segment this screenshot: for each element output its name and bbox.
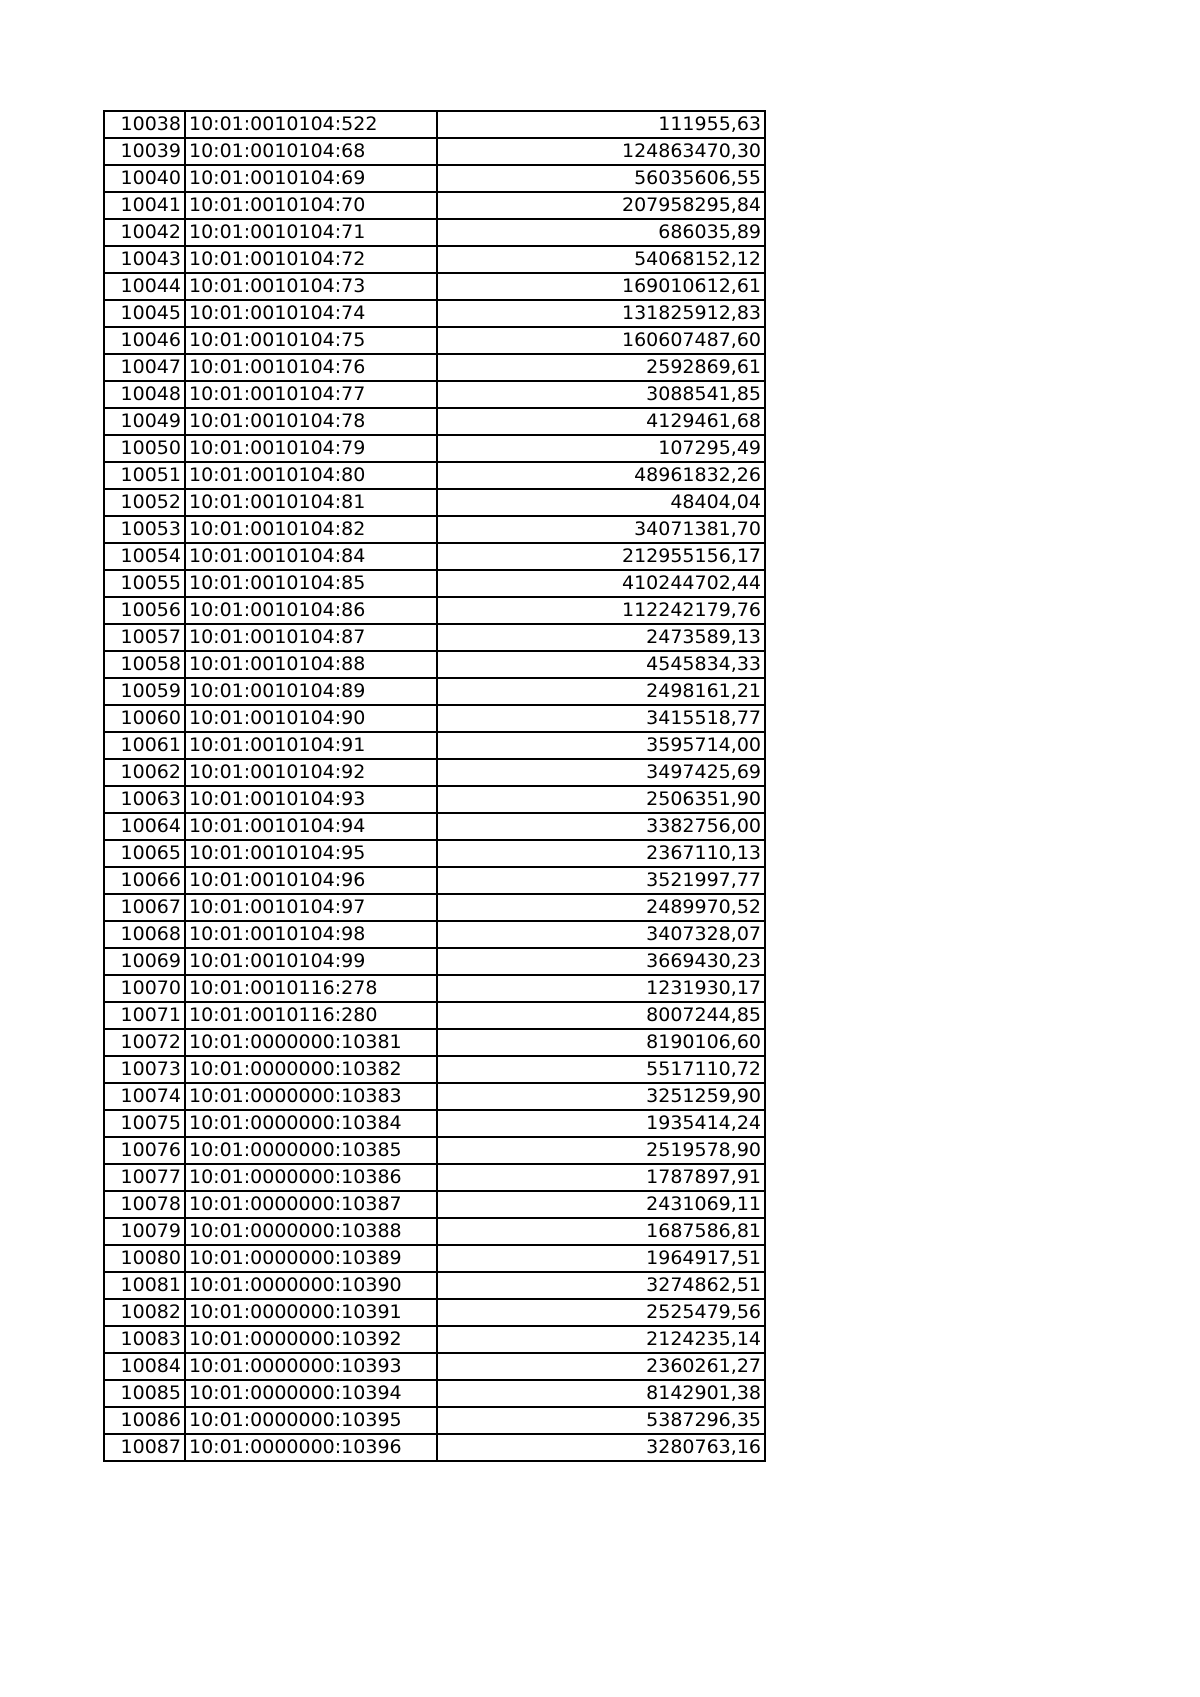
row-number-cell: 10041 [104, 192, 185, 219]
cadastral-number-cell: 10:01:0000000:10391 [185, 1299, 437, 1326]
table-row [104, 489, 765, 516]
row-number-cell: 10070 [104, 975, 185, 1002]
cadastral-number-cell: 10:01:0010104:70 [185, 192, 437, 219]
table-row [104, 1272, 765, 1299]
table-row [104, 975, 765, 1002]
table-row [104, 813, 765, 840]
table-row [104, 651, 765, 678]
value-cell: 8142901,38 [437, 1380, 765, 1407]
cadastral-number-cell: 10:01:0000000:10387 [185, 1191, 437, 1218]
table-row [104, 1407, 765, 1434]
row-number-cell: 10079 [104, 1218, 185, 1245]
row-number-cell: 10045 [104, 300, 185, 327]
table-row [104, 1218, 765, 1245]
row-number-cell: 10080 [104, 1245, 185, 1272]
row-number-cell: 10083 [104, 1326, 185, 1353]
row-number-cell: 10050 [104, 435, 185, 462]
cadastral-number-cell: 10:01:0000000:10390 [185, 1272, 437, 1299]
value-cell: 1231930,17 [437, 975, 765, 1002]
cadastral-number-cell: 10:01:0010104:77 [185, 381, 437, 408]
value-cell: 3407328,07 [437, 921, 765, 948]
row-number-cell: 10072 [104, 1029, 185, 1056]
table-row [104, 840, 765, 867]
value-cell: 3382756,00 [437, 813, 765, 840]
value-cell: 3595714,00 [437, 732, 765, 759]
table-row [104, 1326, 765, 1353]
value-cell: 3274862,51 [437, 1272, 765, 1299]
row-number-cell: 10084 [104, 1353, 185, 1380]
table-row [104, 1056, 765, 1083]
row-number-cell: 10063 [104, 786, 185, 813]
table-row [104, 732, 765, 759]
value-cell: 131825912,83 [437, 300, 765, 327]
table-row [104, 894, 765, 921]
row-number-cell: 10068 [104, 921, 185, 948]
cadastral-number-cell: 10:01:0010104:71 [185, 219, 437, 246]
row-number-cell: 10040 [104, 165, 185, 192]
table-row [104, 300, 765, 327]
value-cell: 3088541,85 [437, 381, 765, 408]
value-cell: 1787897,91 [437, 1164, 765, 1191]
row-number-cell: 10046 [104, 327, 185, 354]
value-cell: 124863470,30 [437, 138, 765, 165]
value-cell: 3669430,23 [437, 948, 765, 975]
row-number-cell: 10039 [104, 138, 185, 165]
value-cell: 1935414,24 [437, 1110, 765, 1137]
cadastral-number-cell: 10:01:0010104:79 [185, 435, 437, 462]
value-cell: 34071381,70 [437, 516, 765, 543]
table-body [104, 111, 765, 1461]
value-cell: 160607487,60 [437, 327, 765, 354]
row-number-cell: 10074 [104, 1083, 185, 1110]
value-cell: 1687586,81 [437, 1218, 765, 1245]
row-number-cell: 10054 [104, 543, 185, 570]
row-number-cell: 10064 [104, 813, 185, 840]
row-number-cell: 10042 [104, 219, 185, 246]
row-number-cell: 10044 [104, 273, 185, 300]
table-row [104, 1353, 765, 1380]
cadastral-number-cell: 10:01:0010104:81 [185, 489, 437, 516]
cadastral-number-cell: 10:01:0010104:80 [185, 462, 437, 489]
cadastral-number-cell: 10:01:0010104:99 [185, 948, 437, 975]
row-number-cell: 10076 [104, 1137, 185, 1164]
value-cell: 2506351,90 [437, 786, 765, 813]
value-cell: 112242179,76 [437, 597, 765, 624]
cadastral-number-cell: 10:01:0000000:10396 [185, 1434, 437, 1461]
table-row [104, 786, 765, 813]
table-row [104, 408, 765, 435]
cadastral-number-cell: 10:01:0000000:10381 [185, 1029, 437, 1056]
value-cell: 2124235,14 [437, 1326, 765, 1353]
value-cell: 212955156,17 [437, 543, 765, 570]
table-row [104, 435, 765, 462]
cadastral-number-cell: 10:01:0000000:10389 [185, 1245, 437, 1272]
cadastral-number-cell: 10:01:0010104:78 [185, 408, 437, 435]
row-number-cell: 10073 [104, 1056, 185, 1083]
cadastral-number-cell: 10:01:0010104:75 [185, 327, 437, 354]
row-number-cell: 10077 [104, 1164, 185, 1191]
cadastral-number-cell: 10:01:0010104:76 [185, 354, 437, 381]
value-cell: 169010612,61 [437, 273, 765, 300]
table-row [104, 1245, 765, 1272]
table-row [104, 273, 765, 300]
row-number-cell: 10051 [104, 462, 185, 489]
cadastral-number-cell: 10:01:0000000:10385 [185, 1137, 437, 1164]
cadastral-number-cell: 10:01:0000000:10388 [185, 1218, 437, 1245]
table-row [104, 462, 765, 489]
row-number-cell: 10043 [104, 246, 185, 273]
cadastral-number-cell: 10:01:0010104:94 [185, 813, 437, 840]
row-number-cell: 10062 [104, 759, 185, 786]
value-cell: 56035606,55 [437, 165, 765, 192]
row-number-cell: 10087 [104, 1434, 185, 1461]
table-row [104, 948, 765, 975]
table-row [104, 543, 765, 570]
cadastral-number-cell: 10:01:0000000:10395 [185, 1407, 437, 1434]
row-number-cell: 10082 [104, 1299, 185, 1326]
row-number-cell: 10065 [104, 840, 185, 867]
cadastral-value-table [103, 110, 766, 1462]
cadastral-number-cell: 10:01:0010104:72 [185, 246, 437, 273]
table-row [104, 1137, 765, 1164]
cadastral-number-cell: 10:01:0010104:522 [185, 111, 437, 138]
cadastral-number-cell: 10:01:0010104:90 [185, 705, 437, 732]
cadastral-number-cell: 10:01:0010104:82 [185, 516, 437, 543]
value-cell: 2489970,52 [437, 894, 765, 921]
cadastral-number-cell: 10:01:0000000:10383 [185, 1083, 437, 1110]
value-cell: 2519578,90 [437, 1137, 765, 1164]
cadastral-number-cell: 10:01:0010116:280 [185, 1002, 437, 1029]
cadastral-number-cell: 10:01:0010104:97 [185, 894, 437, 921]
cadastral-number-cell: 10:01:0010104:92 [185, 759, 437, 786]
table-row [104, 570, 765, 597]
table-row [104, 354, 765, 381]
value-cell: 48404,04 [437, 489, 765, 516]
cadastral-number-cell: 10:01:0000000:10393 [185, 1353, 437, 1380]
row-number-cell: 10069 [104, 948, 185, 975]
table-row [104, 1191, 765, 1218]
row-number-cell: 10057 [104, 624, 185, 651]
cadastral-number-cell: 10:01:0010104:95 [185, 840, 437, 867]
table-row [104, 246, 765, 273]
value-cell: 8190106,60 [437, 1029, 765, 1056]
value-cell: 2525479,56 [437, 1299, 765, 1326]
table-row [104, 678, 765, 705]
value-cell: 5517110,72 [437, 1056, 765, 1083]
value-cell: 3415518,77 [437, 705, 765, 732]
value-cell: 2431069,11 [437, 1191, 765, 1218]
table-row [104, 1164, 765, 1191]
table-row [104, 327, 765, 354]
cadastral-number-cell: 10:01:0010104:68 [185, 138, 437, 165]
row-number-cell: 10053 [104, 516, 185, 543]
table-row [104, 921, 765, 948]
cadastral-number-cell: 10:01:0000000:10394 [185, 1380, 437, 1407]
value-cell: 4129461,68 [437, 408, 765, 435]
table-row [104, 219, 765, 246]
row-number-cell: 10071 [104, 1002, 185, 1029]
value-cell: 3251259,90 [437, 1083, 765, 1110]
row-number-cell: 10047 [104, 354, 185, 381]
value-cell: 207958295,84 [437, 192, 765, 219]
cadastral-number-cell: 10:01:0010104:98 [185, 921, 437, 948]
value-cell: 48961832,26 [437, 462, 765, 489]
value-cell: 3521997,77 [437, 867, 765, 894]
value-cell: 2592869,61 [437, 354, 765, 381]
table-row [104, 867, 765, 894]
table-row [104, 759, 765, 786]
value-cell: 2473589,13 [437, 624, 765, 651]
row-number-cell: 10048 [104, 381, 185, 408]
value-cell: 111955,63 [437, 111, 765, 138]
table-row [104, 1110, 765, 1137]
row-number-cell: 10081 [104, 1272, 185, 1299]
row-number-cell: 10055 [104, 570, 185, 597]
cadastral-number-cell: 10:01:0000000:10382 [185, 1056, 437, 1083]
value-cell: 107295,49 [437, 435, 765, 462]
row-number-cell: 10061 [104, 732, 185, 759]
value-cell: 3497425,69 [437, 759, 765, 786]
row-number-cell: 10066 [104, 867, 185, 894]
table-row [104, 111, 765, 138]
value-cell: 8007244,85 [437, 1002, 765, 1029]
cadastral-number-cell: 10:01:0010116:278 [185, 975, 437, 1002]
cadastral-number-cell: 10:01:0010104:91 [185, 732, 437, 759]
table-row [104, 516, 765, 543]
row-number-cell: 10067 [104, 894, 185, 921]
table-row [104, 1083, 765, 1110]
table-row [104, 597, 765, 624]
row-number-cell: 10060 [104, 705, 185, 732]
cadastral-number-cell: 10:01:0000000:10386 [185, 1164, 437, 1191]
value-cell: 4545834,33 [437, 651, 765, 678]
cadastral-number-cell: 10:01:0010104:93 [185, 786, 437, 813]
table-row [104, 165, 765, 192]
table-row [104, 705, 765, 732]
table-row [104, 1002, 765, 1029]
cadastral-number-cell: 10:01:0010104:73 [185, 273, 437, 300]
row-number-cell: 10078 [104, 1191, 185, 1218]
cadastral-number-cell: 10:01:0010104:88 [185, 651, 437, 678]
cadastral-number-cell: 10:01:0010104:84 [185, 543, 437, 570]
cadastral-number-cell: 10:01:0010104:86 [185, 597, 437, 624]
value-cell: 1964917,51 [437, 1245, 765, 1272]
table-row [104, 1380, 765, 1407]
cadastral-number-cell: 10:01:0010104:74 [185, 300, 437, 327]
table-row [104, 624, 765, 651]
table-row [104, 1434, 765, 1461]
cadastral-number-cell: 10:01:0010104:87 [185, 624, 437, 651]
cadastral-number-cell: 10:01:0000000:10392 [185, 1326, 437, 1353]
value-cell: 2367110,13 [437, 840, 765, 867]
cadastral-number-cell: 10:01:0000000:10384 [185, 1110, 437, 1137]
cadastral-number-cell: 10:01:0010104:69 [185, 165, 437, 192]
table-row [104, 1029, 765, 1056]
table-row [104, 192, 765, 219]
row-number-cell: 10052 [104, 489, 185, 516]
table-row [104, 1299, 765, 1326]
table-row [104, 381, 765, 408]
value-cell: 2360261,27 [437, 1353, 765, 1380]
value-cell: 54068152,12 [437, 246, 765, 273]
cadastral-number-cell: 10:01:0010104:89 [185, 678, 437, 705]
row-number-cell: 10058 [104, 651, 185, 678]
cadastral-number-cell: 10:01:0010104:85 [185, 570, 437, 597]
row-number-cell: 10085 [104, 1380, 185, 1407]
value-cell: 5387296,35 [437, 1407, 765, 1434]
row-number-cell: 10056 [104, 597, 185, 624]
row-number-cell: 10075 [104, 1110, 185, 1137]
row-number-cell: 10049 [104, 408, 185, 435]
value-cell: 2498161,21 [437, 678, 765, 705]
row-number-cell: 10059 [104, 678, 185, 705]
value-cell: 686035,89 [437, 219, 765, 246]
row-number-cell: 10038 [104, 111, 185, 138]
cadastral-number-cell: 10:01:0010104:96 [185, 867, 437, 894]
value-cell: 3280763,16 [437, 1434, 765, 1461]
row-number-cell: 10086 [104, 1407, 185, 1434]
value-cell: 410244702,44 [437, 570, 765, 597]
table-row [104, 138, 765, 165]
